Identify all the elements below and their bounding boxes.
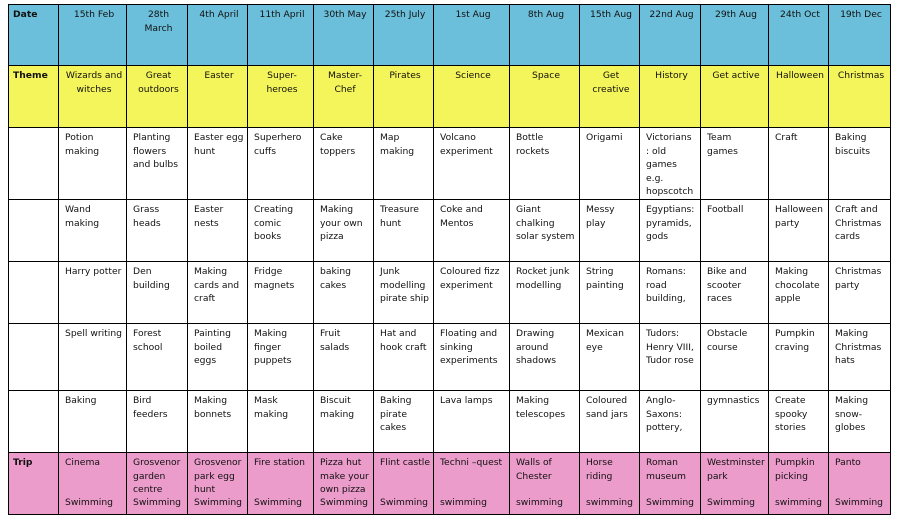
- activity-cell: Making cards and craft: [188, 261, 248, 323]
- activity-cell: Anglo-Saxons: pottery,: [640, 390, 701, 452]
- activity-row: [9, 390, 891, 452]
- activity-cell: Making snow-globes: [829, 390, 891, 452]
- theme-cell: Science: [434, 66, 510, 128]
- activity-cell: Wand making: [59, 199, 127, 261]
- activity-cell: Den building: [127, 261, 188, 323]
- activity-cell: Pumpkin craving: [769, 323, 829, 390]
- activity-row: [9, 128, 891, 200]
- trip-cell: [248, 452, 314, 514]
- activity-cell: Making chocolate apple: [769, 261, 829, 323]
- trip-swimming: Swimming: [194, 496, 243, 508]
- trip-destination: Pumpkin picking: [775, 456, 815, 482]
- trip-destination: Techni –quest: [440, 456, 503, 468]
- theme-cell: Wizards and witches: [59, 66, 127, 128]
- activity-cell: Painting boiled eggs: [188, 323, 248, 390]
- activity-cell: Messy play: [580, 199, 640, 261]
- activity-cell: Baking: [59, 390, 127, 452]
- trip-swimming: Swimming: [320, 496, 369, 508]
- trip-cell: [829, 452, 891, 514]
- trip-cell: [374, 452, 434, 514]
- theme-cell: History: [640, 66, 701, 128]
- activity-cell: Bottle rockets: [510, 128, 580, 200]
- trip-cell: [769, 452, 829, 514]
- activity-cell: Obstacle course: [701, 323, 769, 390]
- date-cell: 11th April: [248, 5, 314, 66]
- activity-cell: Forest school: [127, 323, 188, 390]
- trip-swimming: Swimming: [380, 496, 429, 508]
- activity-cell: Map making: [374, 128, 434, 200]
- date-cell: 24th Oct: [769, 5, 829, 66]
- trip-swimming: Swimming: [254, 496, 303, 508]
- trip-destination: Roman museum: [646, 456, 686, 482]
- activity-cell: Coloured fizz experiment: [434, 261, 510, 323]
- trip-swimming: Swimming: [707, 496, 756, 508]
- activity-cell: Mask making: [248, 390, 314, 452]
- trip-swimming: Swimming: [835, 496, 884, 508]
- activity-cell: Baking pirate cakes: [374, 390, 434, 452]
- trip-destination: Grosvenor park egg hunt: [194, 456, 242, 496]
- trip-swimming: Swimming: [646, 496, 695, 508]
- activity-cell: Making telescopes: [510, 390, 580, 452]
- activity-cell: Craft: [769, 128, 829, 200]
- activity-cell: Floating and sinking experiments: [434, 323, 510, 390]
- date-cell: 30th May: [314, 5, 374, 66]
- trip-cell: [314, 452, 374, 514]
- activity-cell: Craft and Christmas cards: [829, 199, 891, 261]
- date-cell: 28th March: [127, 5, 188, 66]
- activity-cell: Volcano experiment: [434, 128, 510, 200]
- activity-cell: baking cakes: [314, 261, 374, 323]
- theme-cell: Easter: [188, 66, 248, 128]
- activity-cell: Superhero cuffs: [248, 128, 314, 200]
- theme-cell: Christmas: [829, 66, 891, 128]
- activity-cell: Making bonnets: [188, 390, 248, 452]
- trip-cell: [640, 452, 701, 514]
- activity-cell: Tudors: Henry VIII, Tudor rose: [640, 323, 701, 390]
- activity-cell: Origami: [580, 128, 640, 200]
- date-cell: 4th April: [188, 5, 248, 66]
- theme-cell: Great outdoors: [127, 66, 188, 128]
- theme-cell: Get active: [701, 66, 769, 128]
- trip-cell: [127, 452, 188, 514]
- activity-cell: Harry potter: [59, 261, 127, 323]
- activity-cell: Halloween party: [769, 199, 829, 261]
- activity-cell: Hat and hook craft: [374, 323, 434, 390]
- trip-label: Trip: [9, 452, 59, 514]
- theme-cell: Space: [510, 66, 580, 128]
- trip-cell: [59, 452, 127, 514]
- activity-cell: Christmas party: [829, 261, 891, 323]
- date-cell: 22nd Aug: [640, 5, 701, 66]
- activity-cell: Making Christmas hats: [829, 323, 891, 390]
- trip-swimming: Swimming: [133, 496, 182, 508]
- theme-cell: Halloween: [769, 66, 829, 128]
- date-cell: 15th Aug: [580, 5, 640, 66]
- trip-destination: Panto: [835, 456, 861, 468]
- date-header-row: [9, 5, 891, 66]
- trip-destination: Grosvenor garden centre: [133, 456, 181, 496]
- trip-destination: Horse riding: [586, 456, 613, 482]
- activity-row: [9, 323, 891, 390]
- trip-cell: [188, 452, 248, 514]
- activity-cell: Rocket junk modelling: [510, 261, 580, 323]
- activity-cell: Drawing around shadows: [510, 323, 580, 390]
- activity-cell: Egyptians: pyramids, gods: [640, 199, 701, 261]
- activity-cell: Cake toppers: [314, 128, 374, 200]
- trip-destination: Cinema: [65, 456, 101, 468]
- theme-cell: Super-heroes: [248, 66, 314, 128]
- trip-cell: [701, 452, 769, 514]
- row-label-empty: [9, 261, 59, 323]
- activity-cell: Giant chalking solar system: [510, 199, 580, 261]
- date-cell: 1st Aug: [434, 5, 510, 66]
- trip-swimming: swimming: [586, 496, 633, 508]
- trip-destination: Westminster park: [707, 456, 765, 482]
- activity-row: [9, 199, 891, 261]
- trip-swimming: swimming: [440, 496, 487, 508]
- date-label: Date: [9, 5, 59, 66]
- activity-cell: Baking biscuits: [829, 128, 891, 200]
- theme-cell: Pirates: [374, 66, 434, 128]
- trip-destination: Pizza hut make your own pizza: [320, 456, 369, 496]
- activity-cell: String painting: [580, 261, 640, 323]
- theme-row: [9, 66, 891, 128]
- activity-row: [9, 261, 891, 323]
- activity-cell: Easter egg hunt: [188, 128, 248, 200]
- theme-cell: Get creative: [580, 66, 640, 128]
- activity-cell: Bike and scooter races: [701, 261, 769, 323]
- activity-cell: Romans: road building,: [640, 261, 701, 323]
- activity-cell: Grass heads: [127, 199, 188, 261]
- trip-swimming: Swimming: [65, 496, 114, 508]
- trip-cell: [580, 452, 640, 514]
- activity-cell: Coloured sand jars: [580, 390, 640, 452]
- row-label-empty: [9, 128, 59, 200]
- theme-cell: Master-Chef: [314, 66, 374, 128]
- activity-cell: Fridge magnets: [248, 261, 314, 323]
- activity-cell: Spell writing: [59, 323, 127, 390]
- trip-destination: Walls of Chester: [516, 456, 552, 482]
- activity-cell: Team games: [701, 128, 769, 200]
- trip-cell: [434, 452, 510, 514]
- date-cell: 15th Feb: [59, 5, 127, 66]
- activity-cell: Creating comic books: [248, 199, 314, 261]
- activity-cell: Junk modelling pirate ship: [374, 261, 434, 323]
- row-label-empty: [9, 390, 59, 452]
- activity-cell: Lava lamps: [434, 390, 510, 452]
- activity-cell: Bird feeders: [127, 390, 188, 452]
- date-cell: 19th Dec: [829, 5, 891, 66]
- activity-cell: Coke and Mentos: [434, 199, 510, 261]
- activity-cell: Mexican eye: [580, 323, 640, 390]
- activity-cell: Create spooky stories: [769, 390, 829, 452]
- activity-cell: Potion making: [59, 128, 127, 200]
- trip-destination: Fire station: [254, 456, 305, 468]
- trip-destination: Flint castle: [380, 456, 431, 468]
- trip-swimming: swimming: [516, 496, 563, 508]
- date-cell: 8th Aug: [510, 5, 580, 66]
- activity-cell: Football: [701, 199, 769, 261]
- activity-cell: Fruit salads: [314, 323, 374, 390]
- activity-cell: Easter nests: [188, 199, 248, 261]
- activity-cell: gymnastics: [701, 390, 769, 452]
- trip-cell: [510, 452, 580, 514]
- activity-cell: Victorians : old games e.g. hopscotch: [640, 128, 701, 200]
- trip-swimming: swimming: [775, 496, 822, 508]
- trip-row: [9, 452, 891, 514]
- row-label-empty: [9, 323, 59, 390]
- activity-cell: Biscuit making: [314, 390, 374, 452]
- theme-label: Theme: [9, 66, 59, 128]
- row-label-empty: [9, 199, 59, 261]
- holiday-schedule-table: [8, 4, 891, 515]
- activity-cell: Treasure hunt: [374, 199, 434, 261]
- activity-cell: Planting flowers and bulbs: [127, 128, 188, 200]
- activity-cell: Making your own pizza: [314, 199, 374, 261]
- date-cell: 25th July: [374, 5, 434, 66]
- date-cell: 29th Aug: [701, 5, 769, 66]
- activity-cell: Making finger puppets: [248, 323, 314, 390]
